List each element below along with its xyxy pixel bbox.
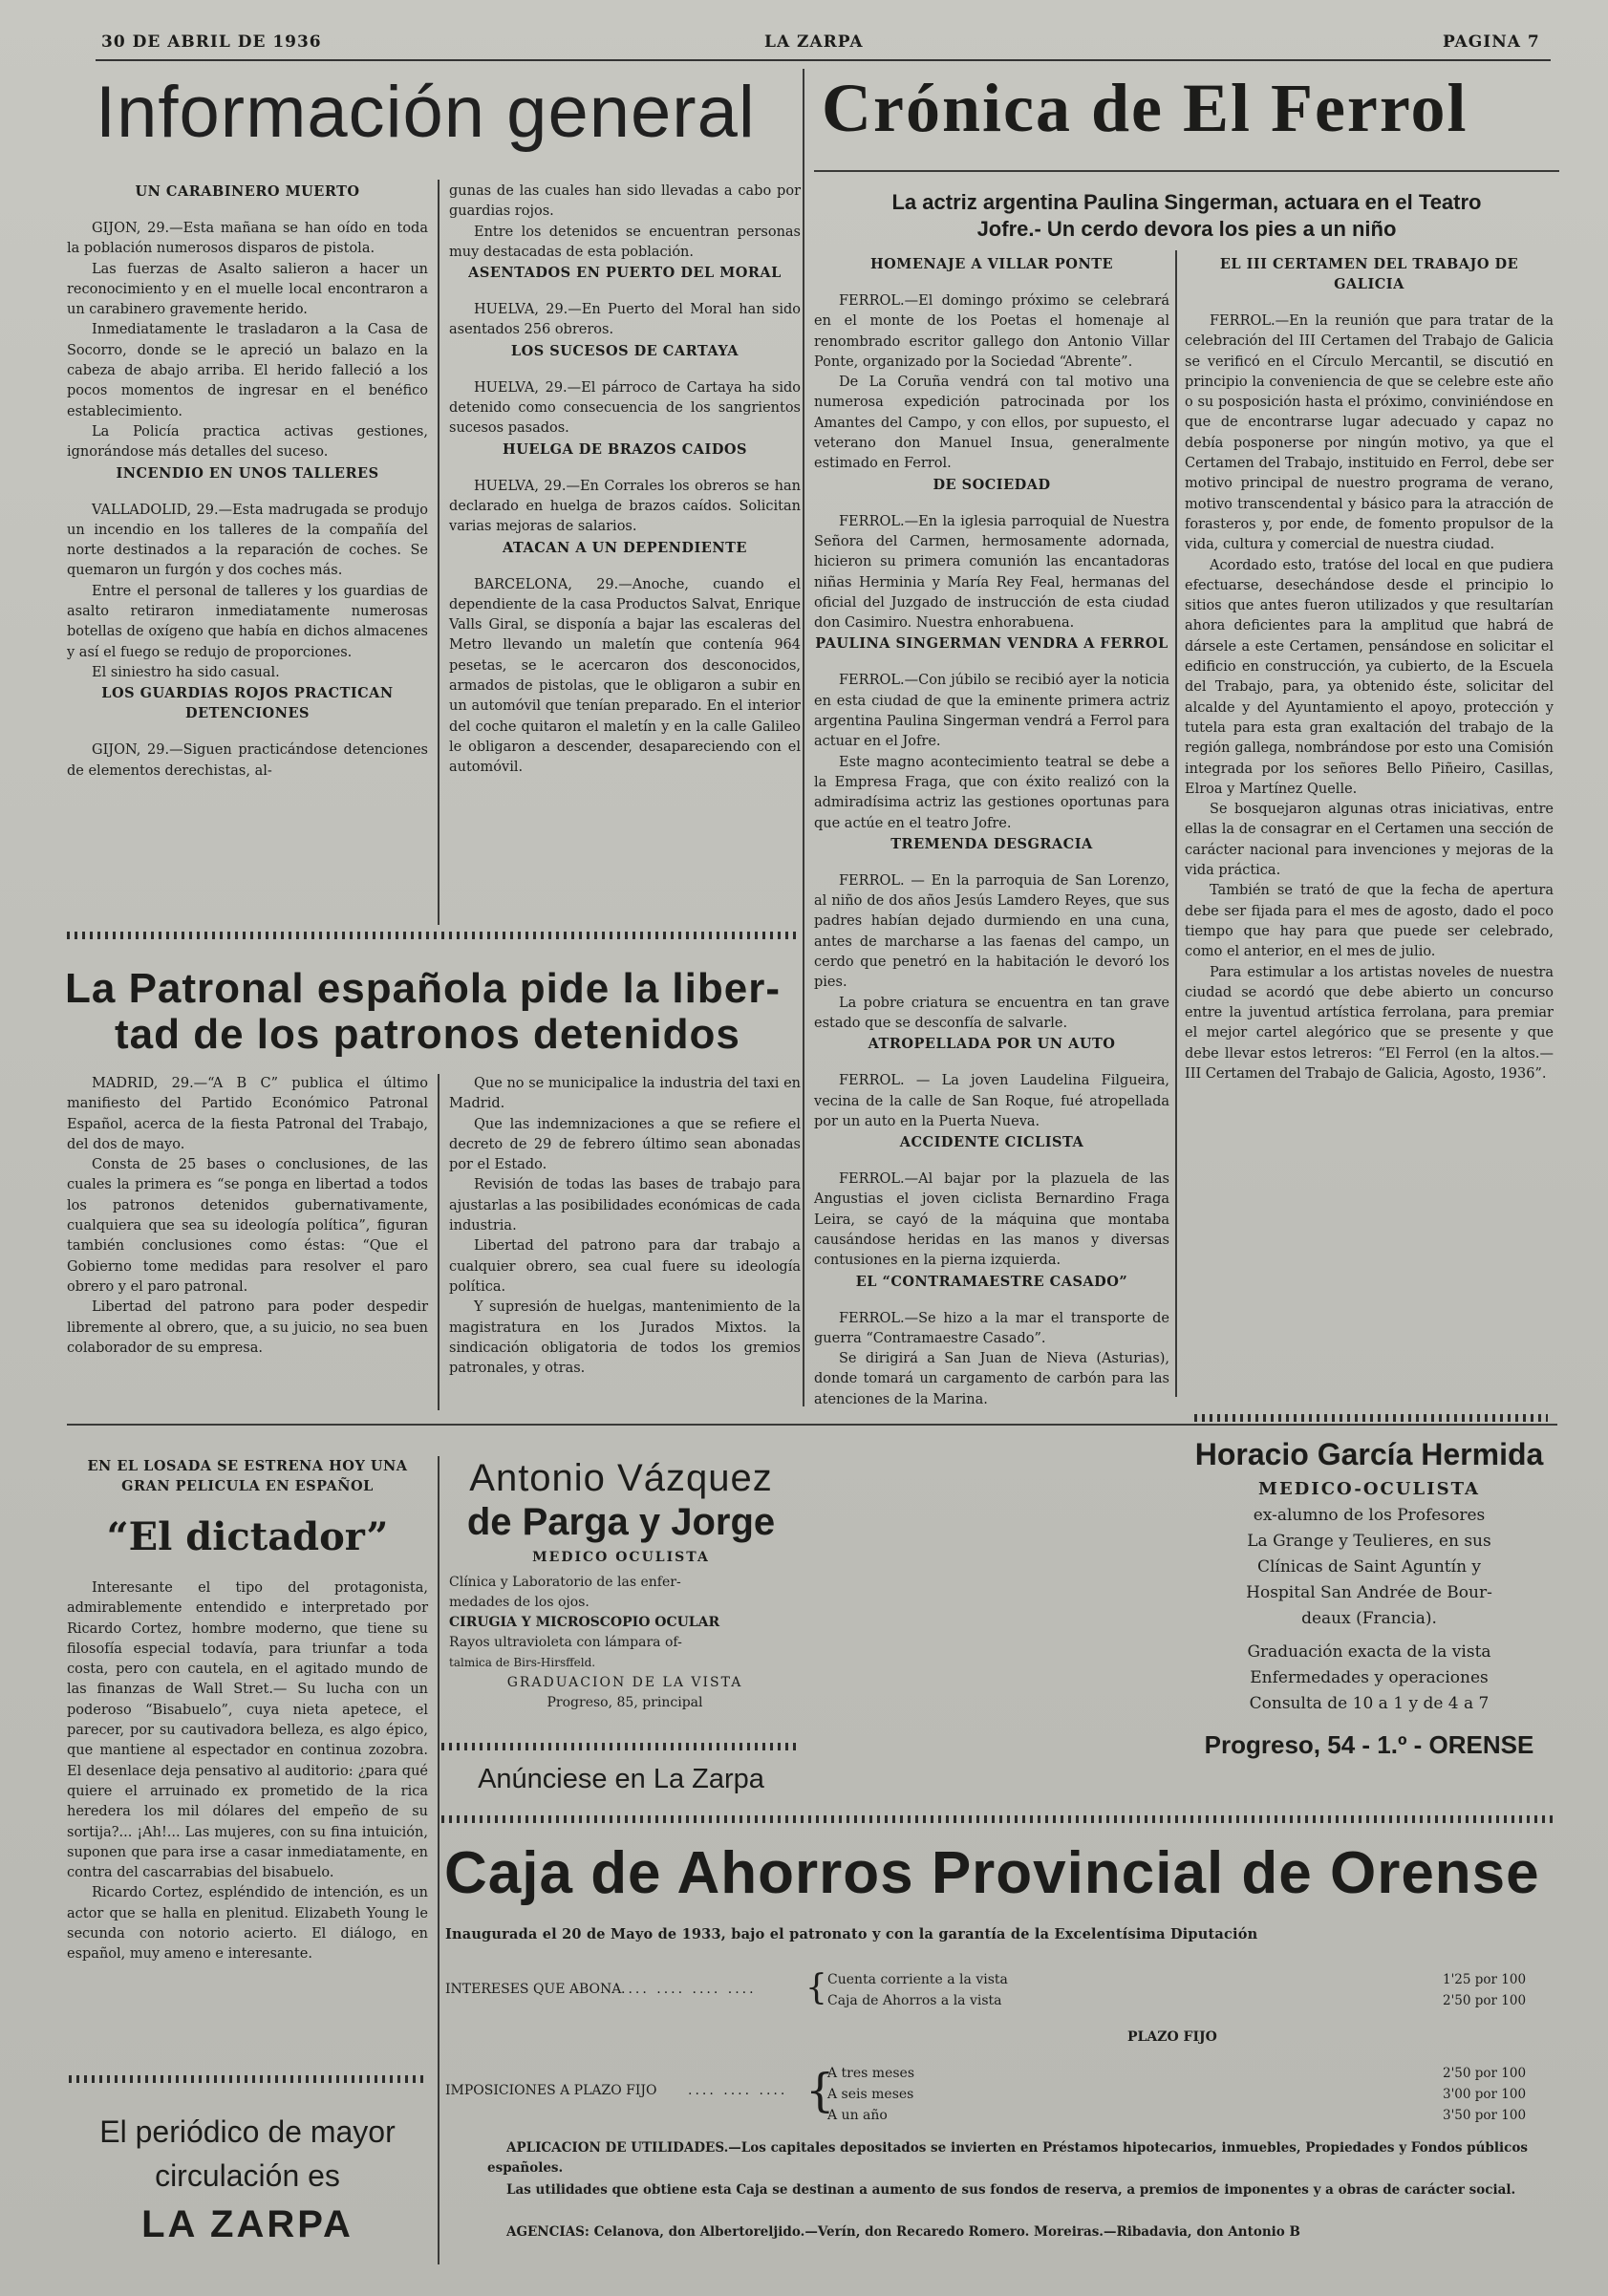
info-inner-rule xyxy=(438,180,440,925)
article-para: Entre el personal de talleres y los guardias de asalto retiraron inmediatamente numerosas botellas de oxígeno que había en dichos almacenes y así el fuego se redujo de proporciones. xyxy=(67,583,428,660)
article-para: HUELVA, 29.—El párroco de Cartaya ha sido detenido como consecuencia de los sangrientos sucesos pasados. xyxy=(449,379,801,437)
article-para: La Policía practica activas gestiones, ignorándose más detalles del suceso. xyxy=(67,423,428,461)
dictador-head: EN EL LOSADA SE ESTRENA HOY UNA GRAN PELICULA EN ESPAÑOL xyxy=(87,1458,408,1494)
interes-label: Cuenta corriente a la vista xyxy=(827,1972,1008,1987)
article xyxy=(814,1132,1169,1271)
article-para: Ricardo Cortez, espléndido de intención, es un actor que se halla en plenitud. Elizabeth Young le secunda con notorio acierto. El diálogo, en español, muy ameno e interesante. xyxy=(67,1885,428,1963)
ferrol-subtitle-line-1: La actriz argentina Paulina Singerman, actuara en el Teatro xyxy=(891,190,1482,214)
article xyxy=(449,263,801,341)
article xyxy=(449,341,801,440)
article-para: GIJON, 29.—Esta mañana se han oído en toda la población numerosos disparos de pistola. xyxy=(67,221,428,257)
plazo-label: A seis meses xyxy=(827,2087,914,2102)
periodico-box xyxy=(67,2110,428,2251)
article-head: PAULINA SINGERMAN VENDRA A FERROL xyxy=(815,635,1168,653)
article xyxy=(1185,254,1554,1084)
article-head: UN CARABINERO MUERTO xyxy=(135,183,360,200)
dotted-separator xyxy=(67,932,799,939)
article-head: ATROPELLADA POR UN AUTO xyxy=(868,1036,1116,1053)
article-para: FERROL.—Al bajar por la plazuela de las Angustias el joven ciclista Bernardino Fraga Leira, se cayó de la máquina que montaba causándose heridas en las manos y diversas contusiones en la pierna izquierda. xyxy=(814,1171,1169,1269)
garcia-line: La Grange y Teulieres, en sus xyxy=(1247,1532,1491,1551)
article xyxy=(449,440,801,538)
article-para: Libertad del patrono para poder despedir libremente al obrero, que, a su juicio, no sea buen colaborador de su empresa. xyxy=(67,1299,428,1356)
article-para: FERROL.—En la reunión que para tratar de la celebración del III Certamen del Trabajo de Galicia se verificó en el Círculo Mercantil, se discutió en principio la conveniencia de que se celebre este año o su posposición hasta el próximo, conviniéndose en que de encontrarse lugar adecuado y capaz no debía posponerse por ningún motivo, ya que el Certamen del Trabajo, instituido en Ferrol, debe ser motivo principal de nuestro programa de verano, motivo transcendental y básico para la atracción de forasteros y, por ende, de fomento propulsor de la vida, cultura y comercial de nuestra ciudad. xyxy=(1185,313,1554,553)
article xyxy=(67,683,428,782)
vazquez-line: medades de los ojos. xyxy=(449,1595,590,1610)
ferrol-column-rule xyxy=(1175,250,1177,1397)
interes-rate: 2'50 por 100 xyxy=(1443,1993,1527,2008)
article-para: HUELVA, 29.—En Corrales los obreros se han declarado en huelga de brazos caídos. Solicitan varias mejoras de salarios. xyxy=(449,478,801,535)
patronal-col-2 xyxy=(449,1074,801,1379)
garcia-ad xyxy=(1183,1433,1555,1760)
patronal-title-line-2: tad de los patronos detenidos xyxy=(115,1011,740,1058)
article-para: FERROL.—El domingo próximo se celebrará en el monte de los Poetas el homenaje al renombrado escritor gallego don Antonio Villar Ponte, organizado por la Sociedad “Abrente”. xyxy=(814,293,1169,370)
header-paper: LA ZARPA xyxy=(764,32,864,52)
info-col-2 xyxy=(449,182,801,779)
article-para: Se dirigirá a San Juan de Nieva (Asturias), donde tomará un cargamento de carbón para las atenciones de la Marina. xyxy=(814,1351,1169,1407)
article-para: De La Coruña vendrá con tal motivo una numerosa expedición patrocinada por los Amantes del Campo, y con ellos, por supuesto, el veterano don Manuel Insua, generalmente estimado en Ferrol. xyxy=(814,375,1169,472)
bottom-section-rule xyxy=(67,1424,1557,1426)
article xyxy=(814,475,1169,634)
article-head: HOMENAJE A VILLAR PONTE xyxy=(869,256,1114,272)
article-head: LOS GUARDIAS ROJOS PRACTICAN DETENCIONES xyxy=(101,685,394,722)
info-general-title: Información general xyxy=(96,72,756,153)
vazquez-ad xyxy=(441,1456,801,1713)
article-head: DE SOCIEDAD xyxy=(933,476,1051,493)
article-head: HUELGA DE BRAZOS CAIDOS xyxy=(503,440,747,458)
info-col-1 xyxy=(67,182,428,782)
vazquez-details xyxy=(441,1573,801,1713)
article-para: BARCELONA, 29.—Anoche, cuando el dependiente de la casa Productos Salvat, Enrique Valls Giral, se disponía a bajar las escaleras del Metro llevando un maletín que contenía 964 pesetas, se le acercaron dos desconocidos, armados de pistolas, que le obligaron a subir en un automóvil que tenían preparado. En el interior del coche quitaron el maletín y en la calle Galileo le obligaron a descender, desapareciendo con el automóvil. xyxy=(449,576,801,776)
vazquez-name-2: de Parga y Jorge xyxy=(466,1501,776,1543)
article-para: Y supresión de huelgas, mantenimiento de la magistratura en los Jurados Mixtos. la sindicación obligatoria de todos los gremios patronales, y otras. xyxy=(449,1299,801,1377)
vazquez-line: Clínica y Laboratorio de las enfer- xyxy=(449,1575,681,1590)
patronal-col-1 xyxy=(67,1074,428,1359)
article-para: Se bosquejaron algunas otras iniciativas, entre ellas la de consagrar en el Certamen una sección de carácter nacional para invenciones y mejoras de la vida práctica. xyxy=(1185,802,1554,879)
plazo-label: A un año xyxy=(827,2108,888,2123)
article-para: GIJON, 29.—Siguen practicándose detenciones de elementos derechistas, al- xyxy=(67,742,428,779)
ferrol-col-2 xyxy=(1185,254,1554,1084)
article-para: VALLADOLID, 29.—Esta madrugada se produjo un incendio en los talleres de la compañía del norte destinados a la reparación de coches. Se quemaron un furgón y dos coches más. xyxy=(67,502,428,579)
article-para: La pobre criatura se encuentra en tan grave estado que se desconfía de salvarle. xyxy=(814,995,1169,1031)
anunciese-text: Anúnciese en La Zarpa xyxy=(478,1764,764,1794)
article xyxy=(814,834,1169,1034)
plazo-rate: 2'50 por 100 xyxy=(1443,2066,1527,2081)
plazo-label: A tres meses xyxy=(827,2066,915,2081)
plazo-rate: 3'50 por 100 xyxy=(1443,2108,1527,2123)
header-date: 30 DE ABRIL DE 1936 xyxy=(101,32,322,52)
vazquez-line: CIRUGIA Y MICROSCOPIO OCULAR xyxy=(449,1615,720,1630)
ferrol-title-rule xyxy=(814,170,1559,172)
dotted-separator xyxy=(441,1743,799,1750)
garcia-line: Clínicas de Saint Aguntín y xyxy=(1256,1557,1482,1577)
article-para: Libertad del patrono para dar trabajo a cualquier obrero, sea cual fuere su ideología política. xyxy=(449,1238,801,1295)
dotted-separator xyxy=(441,1815,1555,1823)
header-page: PAGINA 7 xyxy=(1443,32,1540,52)
article-para: HUELVA, 29.—En Puerto del Moral han sido asentados 256 obreros. xyxy=(449,302,801,338)
garcia-line: ex-alumno de los Profesores xyxy=(1253,1506,1486,1525)
garcia-details xyxy=(1183,1503,1555,1717)
caja-utilidades: Las utilidades que obtiene esta Caja se destinan a aumento de sus fondos de reserva, a premios de imponentes y a obras de carácter social. xyxy=(506,2182,1516,2198)
center-column-rule xyxy=(803,69,804,1406)
caja-title: Caja de Ahorros Provincial de Orense xyxy=(444,1840,1540,1906)
article-para: FERROL.—En la iglesia parroquial de Nuestra Señora del Carmen, hermosamente adornada, hicieron su primera comunión las encantadoras niñas Herminia y María Rey Feal, hermanas del oficial del Juzgado de instrucción de esta ciudad don Casimiro. Nuestra enhorabuena. xyxy=(814,513,1169,632)
brace-icon: { xyxy=(805,2064,835,2117)
vazquez-line: Progreso, 85, principal xyxy=(547,1695,703,1710)
dotted-separator xyxy=(69,2075,424,2083)
periodico-line-3: LA ZARPA xyxy=(141,2203,354,2245)
article-head: INCENDIO EN UNOS TALLERES xyxy=(116,464,379,482)
article-para: MADRID, 29.—“A B C” publica el último manifiesto del Partido Económico Patronal Español, acerca de la fiesta Patronal del Trabajo, del dos de mayo. xyxy=(67,1076,428,1152)
article-para: Que no se municipalice la industria del taxi en Madrid. xyxy=(449,1076,801,1112)
caja-aplicacion: APLICACION DE UTILIDADES.—Los capitales depositados se invierten en Préstamos hipotecarios, inmuebles, Propiedades y Fondos públicos españoles. xyxy=(487,2140,1528,2176)
article-para: Las fuerzas de Asalto salieron a hacer un reconocimiento y en el muelle local encontraron a un carabinero gravemente herido. xyxy=(67,261,428,318)
article xyxy=(814,633,1169,833)
article-para: Revisión de todas las bases de trabajo para ajustarlas a las posibilidades económicas de cada industria. xyxy=(449,1177,801,1234)
article xyxy=(67,182,428,463)
interes-rate: 1'25 por 100 xyxy=(1443,1972,1527,1987)
vazquez-name-1: Antonio Vázquez xyxy=(469,1457,773,1499)
dictador-side-rule xyxy=(438,1456,440,2264)
article-para: FERROL.—Se hizo a la mar el transporte de guerra “Contramaestre Casado”. xyxy=(814,1310,1169,1346)
article-para: Consta de 25 bases o conclusiones, de las cuales la primera es “se ponga en libertad a todos los patronos detenidos gubernativamente, cualquiera que sea su ideología política”, figuran también conclusiones como éstas: “Que el Gobierno tome medidas para resolver el paro obrero y el paro patronal. xyxy=(67,1157,428,1295)
brace-icon: { xyxy=(805,1968,827,2007)
article xyxy=(67,463,428,684)
article xyxy=(449,182,801,263)
garcia-line: Enfermedades y operaciones xyxy=(1250,1668,1489,1687)
garcia-line: Graduación exacta de la vista xyxy=(1247,1642,1491,1662)
garcia-address: Progreso, 54 - 1.º - ORENSE xyxy=(1204,1730,1534,1759)
article xyxy=(814,1034,1169,1132)
ferrol-subtitle-line-2: Jofre.- Un cerdo devora los pies a un niño xyxy=(976,217,1397,241)
article-para: Acordado esto, tratóse del local en que pudiera efectuarse, desechándose desde el principio lo sitios que antes fueron utilizados y que resultarían ahora deficientes para la amplitud que habrá de dársele a este Certamen, pensándose en solicitar el edificio en construcción, ya cubierto, de la Escuela del Trabajo, para, ya obtenido éste, solicitar del alcalde y del Ayuntamiento el apoyo, protección y tutela para esta gran exaltación del trabajo de la región gallega, nombrándose por esto una Comisión integrada por los señores Bello Piñeiro, Casillas, Elroa y Martínez Quelle. xyxy=(1185,557,1554,797)
garcia-role: MEDICO-OCULISTA xyxy=(1258,1479,1480,1499)
dictador-article xyxy=(67,1456,428,1965)
article-para: Entre los detenidos se encuentran personas muy destacadas de esta población. xyxy=(449,224,801,260)
article-head: ASENTADOS EN PUERTO DEL MORAL xyxy=(468,265,782,282)
article-para: Para estimular a los artistas noveles de nuestra ciudad se acordó que debe abierto un concurso entre la juventud artística ferrolana, para premiar el mejor cartel alegórico que se presente y que debe llevar estos letreros: “El Ferrol (en la altos.—III Certamen del Trabajo de Galicia, Agosto, 1936”. xyxy=(1185,964,1554,1082)
plazo-rate: 3'00 por 100 xyxy=(1443,2087,1527,2102)
article-para: FERROL.—Con júbilo se recibió ayer la noticia en esta ciudad de que la eminente primera actriz argentina Paulina Singerman vendrá a Ferrol para actuar en el Jofre. xyxy=(814,673,1169,750)
ferrol-title: Crónica de El Ferrol xyxy=(822,70,1469,146)
header-rule xyxy=(96,59,1551,61)
dotted-separator xyxy=(1194,1414,1548,1422)
article xyxy=(814,1272,1169,1410)
garcia-line: deaux (Francia). xyxy=(1301,1609,1437,1628)
vazquez-line: talmica de Birs-Hirsffeld. xyxy=(449,1656,596,1669)
periodico-line-1: El periódico de mayor xyxy=(99,2114,396,2149)
patronal-title-line-1: La Patronal española pide la liber- xyxy=(65,965,781,1012)
article-head: TREMENDA DESGRACIA xyxy=(890,835,1093,852)
article-head: EL III CERTAMEN DEL TRABAJO DE GALICIA xyxy=(1219,256,1519,292)
vazquez-line: Rayos ultravioleta con lámpara of- xyxy=(449,1635,682,1650)
article-head: EL “CONTRAMAESTRE CASADO” xyxy=(855,1273,1128,1290)
caja-agencias: AGENCIAS: Celanova, don Albertoreljido.—Verín, don Recaredo Romero. Moreiras.—Ribadavia, don Antonio B xyxy=(506,2224,1300,2240)
periodico-line-2: circulación es xyxy=(155,2158,340,2193)
garcia-line: Consulta de 10 a 1 y de 4 a 7 xyxy=(1249,1694,1490,1713)
garcia-line: Hospital San Andrée de Bour- xyxy=(1246,1583,1492,1602)
ferrol-col-1 xyxy=(814,254,1169,1410)
plazo-fijo-head: PLAZO FIJO xyxy=(1127,2029,1217,2045)
article-para: El siniestro ha sido casual. xyxy=(92,664,280,680)
article-head: ATACAN A UN DEPENDIENTE xyxy=(503,539,747,556)
dictador-title: “El dictador” xyxy=(106,1514,389,1559)
garcia-name: Horacio García Hermida xyxy=(1194,1437,1544,1471)
article-head: ACCIDENTE CICLISTA xyxy=(899,1134,1084,1151)
article xyxy=(449,538,801,779)
leader-dots: .... .... .... xyxy=(688,2083,788,2098)
ferrol-subtitle xyxy=(814,189,1559,243)
intereses-label: INTERESES QUE ABONA xyxy=(445,1982,622,1997)
imposiciones-label: IMPOSICIONES A PLAZO FIJO xyxy=(445,2083,657,2098)
article-para: Inmediatamente le trasladaron a la Casa de Socorro, donde se le apreció un balazo en la cabeza de abajo arriba. El herido falleció a los pocos momentos de ingresar en el benéfico establecimiento. xyxy=(67,322,428,419)
article-para: gunas de las cuales han sido llevadas a cabo por guardias rojos. xyxy=(449,183,801,220)
article xyxy=(814,254,1169,475)
vazquez-line: GRADUACION DE LA VISTA xyxy=(506,1675,743,1690)
patronal-inner-rule xyxy=(438,1074,440,1410)
article-para: También se trató de que la fecha de apertura debe ser fijada para el mes de agosto, dado el poco tiempo que hay para que puede ser celebrado, como el anterior, en el mes de julio. xyxy=(1185,883,1554,960)
article-para: Interesante el tipo del protagonista, admirablemente entendido e interpretado por Ricardo Cortez, hombre moderno, que tiene su filosofía especial todavía, para triunfar a toda costa, pero con cautela, en el agitado mundo de las finanzas de Wall Stret.— Su lucha con un poderoso “Bisabuelo”, cuya nieta apetece, el parecer, por su cautivadora belleza, es algo épico, que mantiene al espectador en continua zozobra. El desenlace deja pensativo al auditorio: ¿para qué quiere el arruinado ex prometido de la rica heredera los mil dólares del empeño de su sortija?... ¡Ah!... Las mujeres, con su fina intuición, suponen que para irse a casar inmediatamente, en contra del cascarrabias del bisabuelo. xyxy=(67,1580,428,1881)
article-para: FERROL. — La joven Laudelina Filgueira, vecina de la calle de San Roque, fué atropellada por un auto en la Puerta Nueva. xyxy=(814,1073,1169,1129)
article-para: Este magno acontecimiento teatral se debe a la Empresa Fraga, que con éxito realizó con la admiradísima actriz las gestiones oportunas para que actúe en el teatro Jofre. xyxy=(814,754,1169,831)
caja-subtitle: Inaugurada el 20 de Mayo de 1933, bajo el patronato y con la garantía de la Excelentísima Diputación xyxy=(445,1926,1258,1942)
article-para: Que las indemnizaciones a que se refiere el decreto de 29 de febrero último sean abonadas por el Estado. xyxy=(449,1116,801,1173)
leader-dots: .... .... .... .... xyxy=(621,1982,757,1997)
vazquez-role: MEDICO OCULISTA xyxy=(532,1550,710,1565)
interes-label: Caja de Ahorros a la vista xyxy=(827,1993,1002,2008)
article-head: LOS SUCESOS DE CARTAYA xyxy=(510,342,740,359)
article-para: FERROL. — En la parroquia de San Lorenzo, al niño de dos años Jesús Lamdero Reyes, que sus padres habían dejado durmiendo en una cuna, antes de marcharse a las faenas del campo, un cerdo que penetró en la habitación le devoró los pies. xyxy=(814,872,1169,991)
